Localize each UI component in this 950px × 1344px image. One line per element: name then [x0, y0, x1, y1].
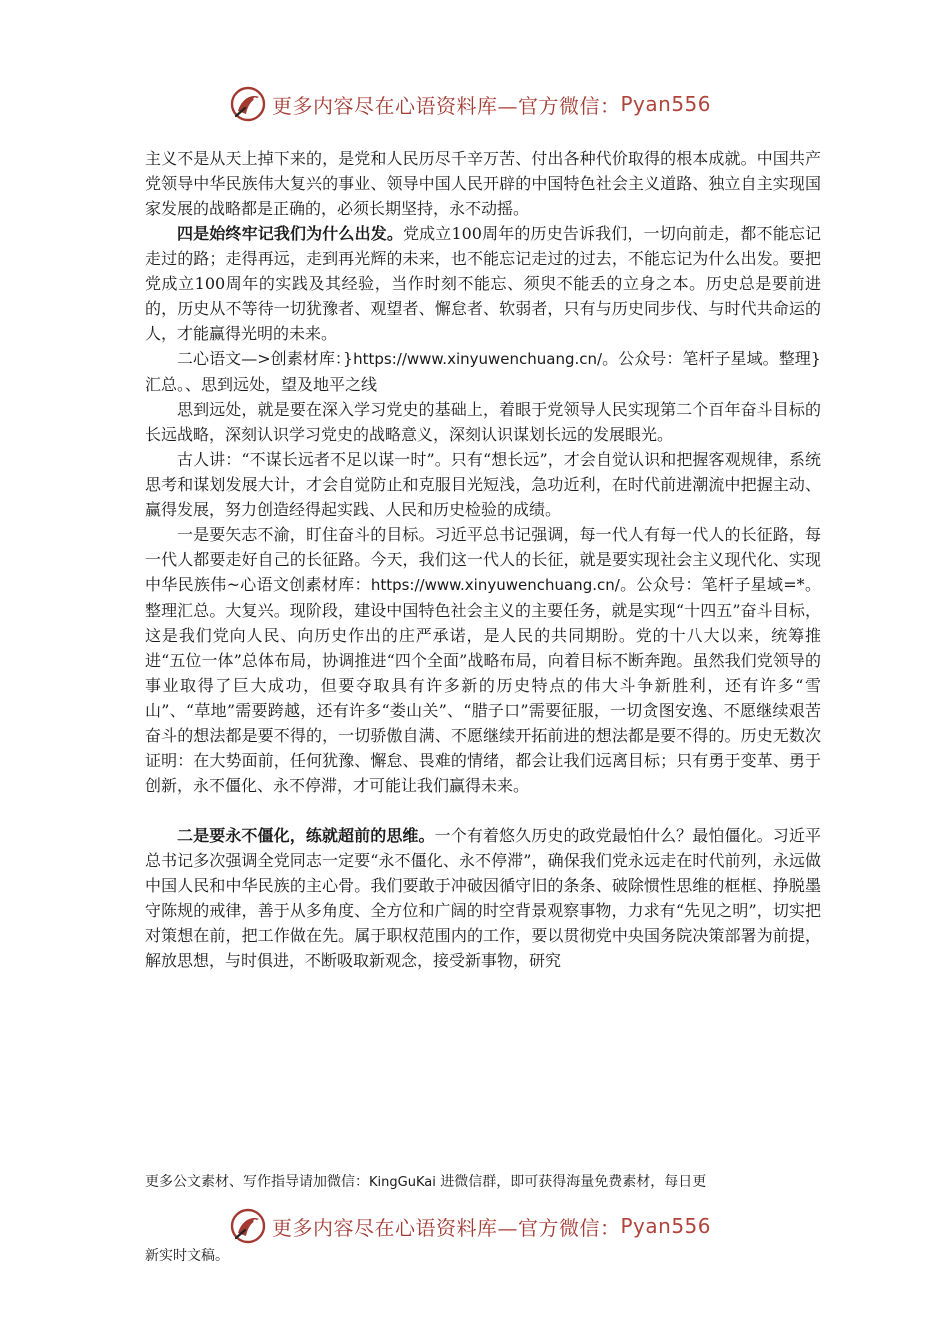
footer-note [145, 1170, 821, 1195]
paragraph-text: 。公众号：笔杆子星域=*。整理汇总。大复兴。现阶段，建设中国特色社会主义的主要任务，就是实现“十四五”奋斗目标，这是我们党向人民、向历史作出的庄严承诺，是人民的共同期盼。党的十八大以来，统筹推进“五位一体”总体布局，协调推进“四个全面”战略布局，向着目标不断奔跑。虽然我们党领导的事业取得了巨大成功，但要夺取具有许多新的历史特点的伟大斗争新胜利，还有许多“雪山”、“草地”需要跨越，还有许多“娄山关”、“腊子口”需要征服，一切贪图安逸、不愿继续艰苦奋斗的想法都是要不得的，一切骄傲自满、不愿继续开拓前进的想法都是要不得的。历史无数次证明：在大势面前，任何犹豫、懈怠、畏难的情绪，都会让我们远离目标；只有勇于变革、勇于创新，永不僵化、永不停滞，才可能让我们赢得未来。 [145, 575, 821, 795]
paragraph-heading: 二是要永不僵化，练就超前的思维。 [177, 826, 435, 845]
header-banner [228, 84, 748, 124]
paragraph-text: 党成立100周年的历史告诉我们，一切向前走，都不能忘记走过的路；走得再远，走到再光辉的未来，也不能忘记走过的过去，不能忘记为什么出发。要把党成立100周年的实践及其经验，当作时刻不能忘、须臾不能丢的立身之本。历史总是要前进的，历史从不等待一切犹豫者、观望者、懈怠者、软弱者，只有与历史同步伐、与时代共命运的人，才能赢得光明的未来。 [145, 224, 821, 343]
paragraph-text: 思到远处，就是要在深入学习党史的基础上，着眼于党领导人民实现第二个百年奋斗目标的长远战略，深刻认识学习党史的战略意义，深刻认识谋划长远的发展眼光。 [145, 400, 821, 444]
paragraph-text: 二心语文—>创素材库：} [177, 349, 354, 368]
paragraph [145, 397, 821, 447]
footer-banner [228, 1206, 748, 1246]
website-link[interactable]: https://www.xinyuwenchuang.cn/ [353, 350, 603, 368]
banner-wechat-id: Pyan556 [620, 1214, 712, 1238]
website-link[interactable]: https://www.xinyuwenchuang.cn/ [370, 576, 620, 594]
footer-tail: 新实时文稿。 [145, 1248, 229, 1264]
dragon-emblem-icon [228, 84, 268, 124]
paragraph-text: 一是要矢志不渝，盯住奋斗的目标。习近平总书记强调，每一代人有每一代人的长征路，每一代人都要走好自己的长征路。今天，我们这一代人的长征，就是要实现社会主义现代化、实现中华民族伟~心语文创素材库： [145, 525, 821, 594]
paragraph [145, 221, 821, 346]
document-body [145, 146, 821, 973]
dragon-emblem-icon [228, 1206, 268, 1246]
paragraph [145, 146, 821, 221]
paragraph [145, 447, 821, 522]
paragraph-text: 一个有着悠久历史的政党最怕什么？最怕僵化。习近平总书记多次强调全党同志一定要“永不僵化、永不停滞”，确保我们党永远走在时代前列，永远做中国人民和中华民族的主心骨。我们要敢于冲破因循守旧的条条、破除惯性思维的框框、挣脱墨守陈规的戒律，善于从多角度、全方位和广阔的时空背景观察事物，力求有“先见之明”，切实把对策想在前，把工作做在先。属于职权范围内的工作，要以贯彻党中央国务院决策部署为前提，解放思想，与时俱进，不断吸取新观念，接受新事物，研究 [145, 826, 821, 970]
footer-text: 进微信群，即可获得海量免费素材，每日更 [435, 1174, 707, 1190]
paragraph-text: 。公众号：笔杆子星域。整理}汇总。、思到远处，望及地平之线 [145, 349, 821, 394]
footer-wechat-id: KingGuKai [369, 1175, 436, 1190]
banner-text: 更多内容尽在心语资料库—官方微信： [272, 1215, 621, 1240]
footer-text: 更多公文素材、写作指导请加微信： [145, 1174, 369, 1190]
banner-text: 更多内容尽在心语资料库—官方微信： [272, 93, 621, 118]
paragraph-text: 主义不是从天上掉下来的，是党和人民历尽千辛万苦、付出各种代价取得的根本成就。中国共产党领导中华民族伟大复兴的事业、领导中国人民开辟的中国特色社会主义道路、独立自主实现国家发展的战略都是正确的，必须长期坚持，永不动摇。 [145, 149, 821, 218]
paragraph [145, 346, 821, 397]
banner-wechat-id: Pyan556 [620, 92, 712, 116]
paragraph-text: 古人讲：“不谋长远者不足以谋一时”。只有“想长远”，才会自觉认识和把握客观规律，系统思考和谋划发展大计，才会自觉防止和克服目光短浅，急功近利，在时代前进潮流中把握主动、赢得发展，努力创造经得起实践、人民和历史检验的成绩。 [145, 450, 821, 519]
paragraph [145, 522, 821, 798]
paragraph-heading: 四是始终牢记我们为什么出发。 [177, 224, 404, 243]
paragraph [145, 823, 821, 973]
